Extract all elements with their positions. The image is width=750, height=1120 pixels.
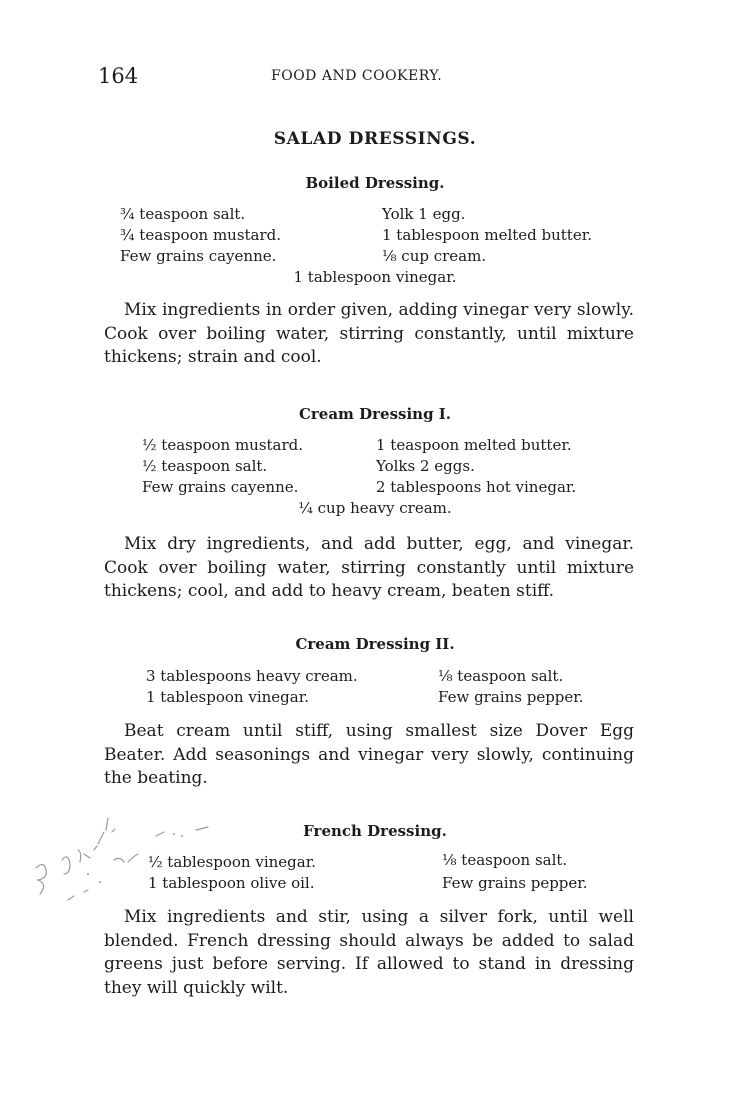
ingredient: Yolks 2 eggs.	[376, 457, 475, 475]
recipe-title-boiled-dressing: Boiled Dressing.	[305, 174, 445, 192]
recipe-method: Mix ingredients in order given, adding vinegar very slowly. Cook over boiling water, stirring constantly, until mixture thickens; strain and cool.	[104, 300, 634, 367]
running-title: FOOD AND COOKERY.	[271, 68, 443, 84]
section-title: SALAD DRESSINGS.	[273, 129, 477, 149]
ingredient: ⅛ cup cream.	[382, 247, 487, 265]
ingredient: Few grains cayenne.	[142, 478, 299, 496]
recipe-title-cream-dressing-ii: Cream Dressing II.	[295, 635, 455, 653]
ingredient: ¾ teaspoon salt.	[120, 205, 246, 223]
ingredient: 1 tablespoon vinegar.	[293, 268, 457, 286]
ingredient: Yolk 1 egg.	[382, 205, 466, 223]
ingredient: 3 tablespoons heavy cream.	[146, 667, 358, 685]
page-number: 164	[98, 64, 139, 88]
ingredient: ¾ teaspoon mustard.	[120, 226, 282, 244]
ingredient: Few grains cayenne.	[120, 247, 277, 265]
ingredient: 1 tablespoon melted butter.	[382, 226, 593, 244]
recipe-title-french-dressing: French Dressing.	[303, 822, 447, 840]
recipe-method: Beat cream until stiff, using smallest size Dover Egg Beater. Add seasonings and vinegar very slowly, continuing the beating.	[104, 721, 634, 788]
ingredient: ½ tablespoon vinegar.	[148, 853, 316, 871]
ingredient: ¼ cup heavy cream.	[298, 499, 452, 517]
recipe-title-cream-dressing-i: Cream Dressing I.	[298, 405, 452, 423]
ingredient: 2 tablespoons hot vinegar.	[376, 478, 577, 496]
recipe-method: Mix ingredients and stir, using a silver fork, until well blended. French dressing should always be added to salad greens just before serving. If allowed to stand in dressing they will quickly wilt.	[104, 907, 634, 998]
ingredient: ⅛ teaspoon salt.	[438, 667, 564, 685]
ingredient: 1 tablespoon olive oil.	[148, 874, 315, 892]
recipe-method: Mix dry ingredients, and add butter, egg, and vinegar. Cook over boiling water, stirring constantly until mixture thickens; cool, and add to heavy cream, beaten stiff.	[104, 534, 634, 601]
ingredient: 1 teaspoon melted butter.	[376, 436, 572, 454]
ingredient: ½ teaspoon mustard.	[142, 436, 304, 454]
pencil-marginalia	[28, 810, 218, 920]
ingredient: Few grains pepper.	[438, 688, 584, 706]
ingredient: ½ teaspoon salt.	[142, 457, 268, 475]
ingredient: 1 tablespoon vinegar.	[146, 688, 309, 706]
ingredient: ⅛ teaspoon salt.	[442, 851, 568, 869]
ingredient: Few grains pepper.	[442, 874, 588, 892]
